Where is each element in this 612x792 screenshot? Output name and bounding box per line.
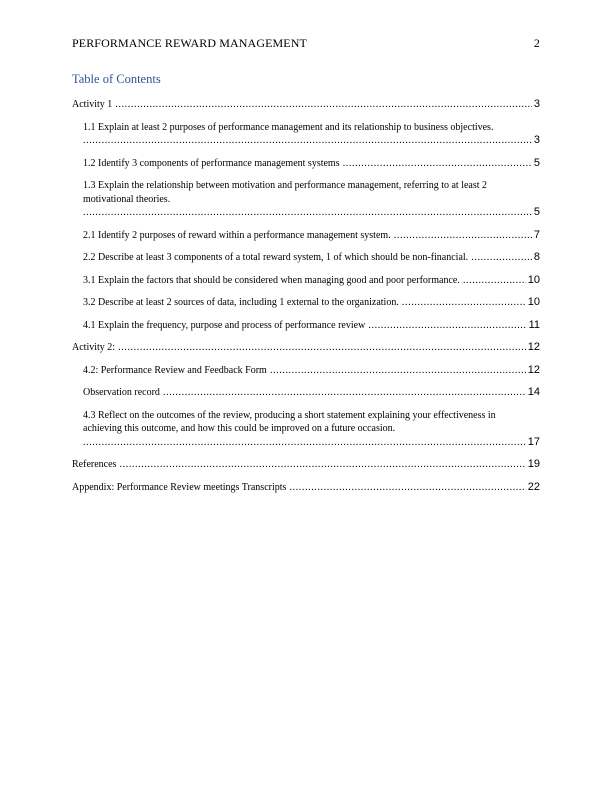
toc-entry-2-2[interactable] [72,251,540,265]
toc-entry-text: 2.2 Describe at least 3 components of a total reward system, 1 of which should be non-financial. ..... [83,251,532,265]
toc-entry-text: 1.1 Explain at least 2 purposes of performance management and its relationship to business objectives. ..... [83,121,532,148]
toc-entry-page: 8 [533,251,540,263]
toc-entry-activity-2[interactable] [72,341,540,355]
toc-entry-page: 3 [533,98,540,110]
toc-entry-appendix[interactable] [72,481,540,495]
toc-entry-page: 12 [527,341,540,353]
toc-entry-4-1[interactable] [72,319,540,333]
toc-entry-text: 4.3 Reflect on the outcomes of the review, producing a short statement explaining your effectiveness in achieving this outcome, and how this could be improved on a future occasion. ..... [83,409,526,450]
toc-entry-1-3[interactable] [72,179,540,220]
table-of-contents [72,98,540,503]
toc-entry-page: 12 [527,363,540,376]
toc-entry-text: Observation record ..... [83,386,526,400]
toc-entry-text: 3.1 Explain the factors that should be considered when managing good and poor performance. ..... [83,274,526,288]
page-number: 2 [533,36,540,50]
toc-entry-page: 22 [527,480,540,493]
toc-entry-page: 11 [528,318,540,331]
toc-title: Table of Contents [72,72,161,86]
toc-entry-3-1[interactable] [72,274,540,288]
toc-entry-page: 19 [527,458,540,470]
toc-entry-text: References ..... [72,458,526,472]
toc-entry-text: 2.1 Identify 2 purposes of reward within a performance management system. ..... [83,229,532,243]
toc-entry-references[interactable] [72,458,540,472]
toc-entry-text: 1.3 Explain the relationship between motivation and performance management, referring to at least 2 motivational theories. ..... [83,179,532,220]
toc-entry-text: Appendix: Performance Review meetings Transcripts ..... [72,481,526,495]
toc-entry-4-3[interactable] [72,409,540,450]
toc-entry-page: 17 [527,435,540,448]
toc-entry-1-1[interactable] [72,121,540,148]
toc-entry-text: Activity 1 ..... [72,98,532,112]
page-header [72,36,540,51]
toc-entry-3-2[interactable] [72,296,540,310]
toc-entry-page: 5 [533,206,540,218]
toc-entry-activity-1[interactable] [72,98,540,112]
running-title: PERFORMANCE REWARD MANAGEMENT [72,36,307,50]
toc-entry-text: Activity 2: ..... [72,341,526,355]
toc-entry-2-1[interactable] [72,229,540,243]
toc-entry-page: 7 [533,228,540,241]
toc-entry-text: 1.2 Identify 3 components of performance management systems ..... [83,157,532,171]
toc-entry-4-2[interactable] [72,364,540,378]
toc-entry-page: 10 [527,273,540,286]
toc-entry-page: 14 [527,386,540,398]
toc-entry-text: 4.2: Performance Review and Feedback Form ..... [83,364,526,378]
toc-entry-1-2[interactable] [72,157,540,171]
toc-entry-page: 3 [533,134,540,146]
toc-entry-text: 3.2 Describe at least 2 sources of data, including 1 external to the organization. ..... [83,296,526,310]
toc-entry-page: 10 [527,296,540,308]
toc-entry-page: 5 [533,156,540,169]
toc-entry-text: 4.1 Explain the frequency, purpose and process of performance review ..... [83,319,527,333]
toc-entry-observation-record[interactable] [72,386,540,400]
